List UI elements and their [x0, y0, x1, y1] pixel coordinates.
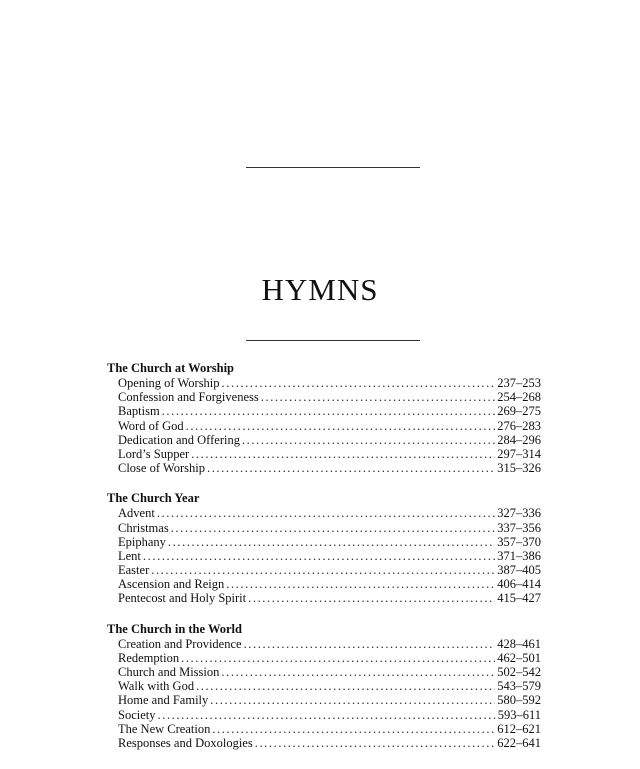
entry-label: Ascension and Reign: [118, 577, 225, 592]
toc-entry: [118, 535, 541, 549]
entry-range: 428–461: [497, 636, 541, 651]
dot-leader: [158, 708, 496, 722]
entry-range: 237–253: [497, 376, 541, 390]
dot-leader: [186, 419, 496, 433]
toc-entry: [118, 404, 541, 418]
entry-range: 269–275: [497, 404, 541, 419]
dot-leader: [207, 461, 495, 475]
section-heading: The Church in the World: [107, 621, 242, 636]
section-church-at-worship: [107, 361, 541, 475]
top-divider: [246, 167, 420, 168]
entry-range: 315–326: [497, 461, 541, 476]
toc-entry: [118, 679, 541, 693]
entry-range: 327–336: [497, 506, 541, 521]
toc-entry: [118, 665, 541, 679]
section-heading: The Church Year: [107, 491, 200, 506]
entry-label: Redemption: [118, 650, 180, 665]
dot-leader: [222, 376, 496, 390]
section-church-year: [107, 491, 541, 605]
dot-leader: [221, 665, 495, 679]
entry-range: 284–296: [497, 432, 541, 447]
toc-entry: [118, 651, 541, 665]
table-of-contents: [107, 361, 541, 766]
dot-leader: [244, 637, 496, 651]
toc-entry: [118, 577, 541, 591]
toc-entry: [118, 722, 541, 736]
entry-label: Lent: [118, 548, 141, 563]
section-church-in-world: [107, 622, 541, 751]
toc-entry: [118, 461, 541, 475]
section-heading: The Church at Worship: [107, 361, 235, 375]
entry-range: 415–427: [497, 591, 541, 606]
entry-label: Church and Mission: [118, 665, 220, 679]
entry-range: 387–405: [497, 563, 541, 578]
dot-leader: [181, 651, 495, 665]
entry-range: 612–621: [497, 721, 541, 736]
entry-range: 502–542: [497, 665, 541, 679]
toc-entry: [118, 736, 541, 750]
entry-label: Easter: [118, 563, 150, 578]
toc-entry: [118, 419, 541, 433]
entry-range: 593–611: [497, 707, 541, 722]
toc-entry: [118, 693, 541, 707]
dot-leader: [191, 447, 495, 461]
entry-label: Walk with God: [118, 679, 195, 694]
section-entries: [118, 376, 541, 475]
entry-label: Home and Family: [118, 693, 209, 708]
dot-leader: [242, 433, 495, 447]
dot-leader: [255, 736, 496, 750]
page-title: HYMNS: [261, 272, 379, 307]
dot-leader: [171, 521, 496, 535]
entry-label: Society: [118, 707, 156, 722]
entry-range: 462–501: [497, 650, 541, 665]
entry-label: Baptism: [118, 404, 160, 419]
dot-leader: [162, 404, 496, 418]
toc-entry: [118, 506, 541, 520]
section-entries: [118, 637, 541, 751]
dot-leader: [261, 390, 496, 404]
dot-leader: [212, 722, 495, 736]
toc-entry: [118, 376, 541, 390]
entry-range: 406–414: [497, 577, 541, 592]
dot-leader: [196, 679, 495, 693]
entry-range: 543–579: [497, 679, 541, 694]
toc-entry: [118, 637, 541, 651]
entry-label: The New Creation: [118, 721, 211, 736]
entry-label: Close of Worship: [118, 461, 205, 476]
toc-entry: [118, 591, 541, 605]
dot-leader: [143, 549, 495, 563]
entry-range: 254–268: [497, 390, 541, 405]
dot-leader: [157, 506, 495, 520]
toc-entry: [118, 390, 541, 404]
dot-leader: [151, 563, 495, 577]
dot-leader: [210, 693, 495, 707]
entry-label: Creation and Providence: [118, 636, 242, 651]
entry-label: Dedication and Offering: [118, 432, 240, 447]
entry-label: Lord’s Supper: [118, 446, 190, 461]
dot-leader: [168, 535, 495, 549]
entry-range: 622–641: [497, 735, 541, 750]
entry-label: Confession and Forgiveness: [118, 390, 259, 405]
toc-entry: [118, 563, 541, 577]
entry-range: 297–314: [497, 446, 541, 461]
toc-entry: [118, 521, 541, 535]
entry-range: 357–370: [497, 534, 541, 549]
entry-range: 371–386: [497, 548, 541, 563]
bottom-divider: [246, 340, 420, 341]
entry-range: 337–356: [497, 520, 541, 535]
toc-entry: [118, 433, 541, 447]
entry-label: Pentecost and Holy Spirit: [118, 591, 247, 606]
entry-label: Responses and Doxologies: [118, 735, 253, 750]
entry-label: Word of God: [118, 418, 184, 433]
dot-leader: [226, 577, 495, 591]
toc-entry: [118, 447, 541, 461]
section-entries: [118, 506, 541, 605]
entry-label: Advent: [118, 506, 155, 521]
entry-label: Epiphany: [118, 534, 166, 549]
entry-label: Christmas: [118, 520, 169, 535]
entry-label: Opening of Worship: [118, 376, 220, 390]
dot-leader: [248, 591, 495, 605]
entry-range: 580–592: [497, 693, 541, 708]
entry-range: 276–283: [497, 418, 541, 433]
toc-entry: [118, 708, 541, 722]
toc-entry: [118, 549, 541, 563]
